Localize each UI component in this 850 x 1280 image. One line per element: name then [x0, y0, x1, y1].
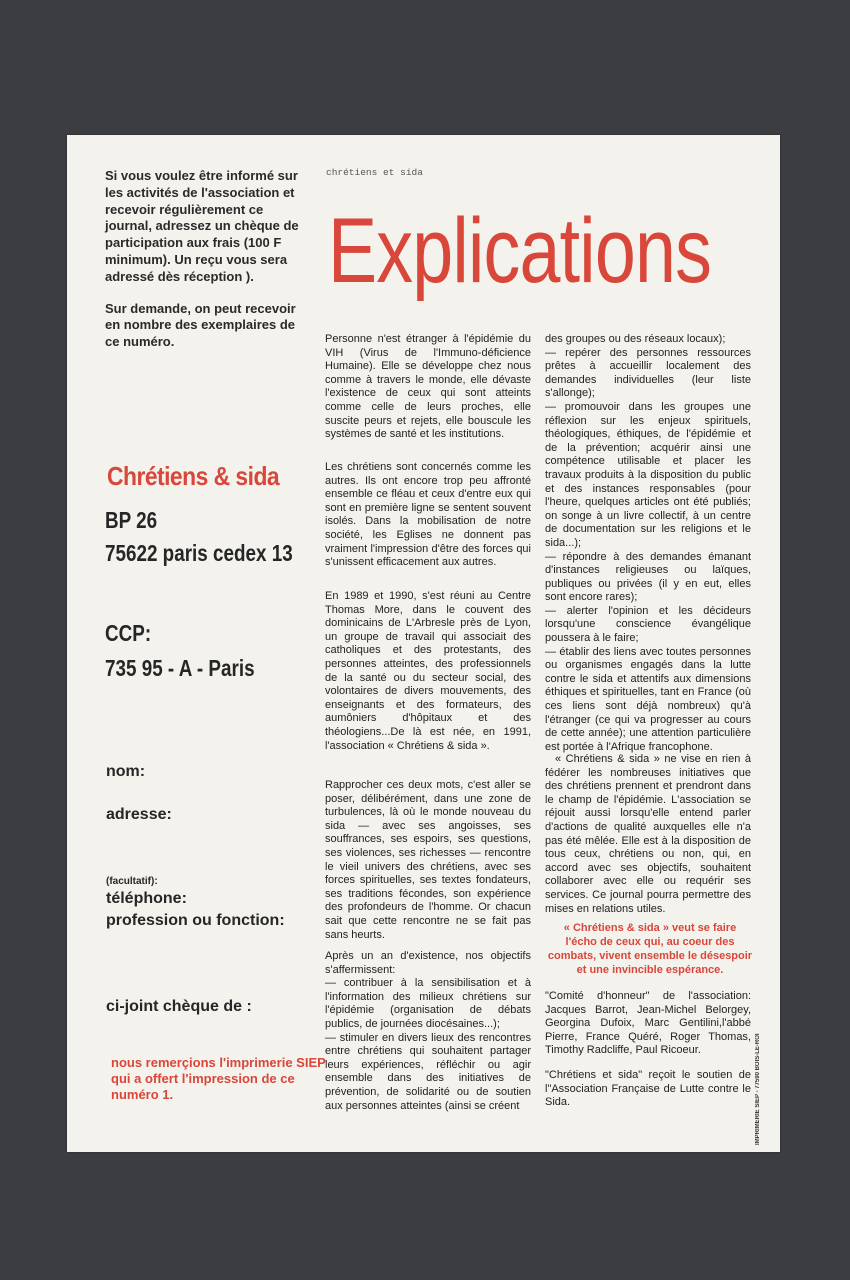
postal-city: 75622 paris cedex 13: [105, 540, 293, 566]
form-phone-label: téléphone:: [106, 890, 187, 907]
paragraph: "Comité d'honneur" de l'association: Jacques Barrot, Jean-Michel Belorgey, Georgina Dufoix, Marc Gentilini,l'abbé Pierre, France Quéré, Roger Thomas, Timothy Radcliffe, Paul Ricoeur.: [545, 990, 751, 1057]
page-title: Explications: [328, 200, 712, 302]
form-address-label: adresse:: [106, 806, 172, 823]
form-name-label: nom:: [106, 763, 146, 780]
paragraph: — alerter l'opinion et les décideurs lorsqu'une conscience évangélique poussera à le faire;: [545, 604, 751, 645]
bulk-copies-text: Sur demande, on peut recevoir en nombre des exemplaires de ce numéro.: [105, 300, 296, 350]
printer-thanks: nous remerçions l'imprimerie SIEP qui a offert l'impression de ce numéro 1.: [111, 1055, 326, 1102]
article-column-1c: [325, 590, 531, 753]
paragraph: « Chrétiens & sida » ne vise en rien à fédérer les nombreuses initiatives que des chrétiens prennent et prendront dans le champ de l'épidémie. L'association se réjouit aussi lorsqu'elle entend parler d'actions de qualité auxquelles elle n'a pas été mêlée. Elle est à la disposition de tous ceux, chrétiens ou non, qui, en accord avec ses objectifs, souhaitent collaborer avec elle ou requérir ses services. Ce journal pourra permettre des mises en relations utiles.: [545, 753, 751, 915]
paragraph: — repérer des personnes ressources prêtes à accueillir localement des demandes individuelles (leur liste s'allonge);: [545, 346, 751, 400]
ccp-label: CCP:: [105, 620, 152, 646]
pull-quote: « Chrétiens & sida » veut se faire l'écho de ceux qui, au coeur des combats, vivent ensemble le désespoir et une invincible espérance.: [547, 922, 753, 976]
article-column-2b: [545, 753, 751, 916]
article-column-1d: [325, 779, 531, 942]
paragraph: "Chrétiens et sida" reçoit le soutien de l"Association Française de Lutte contre le Sida.: [545, 1069, 751, 1109]
postal-box: BP 26: [105, 507, 158, 533]
form-profession-label: profession ou fonction:: [106, 912, 285, 929]
paragraph: Les chrétiens sont concernés comme les autres. Ils ont encore trop peu affronté ensemble ce fléau et ceux d'entre eux qui sont en première ligne se sentent souvent isolés. Dans la mobilisation de notre société, les Eglises ne donnent pas vraiment l'impression d'être des forces qui s'unissent efficacement aux autres.: [325, 461, 531, 569]
section-kicker: chrétiens et sida: [326, 167, 423, 178]
article-column-1: [325, 333, 531, 442]
paragraph: Rapprocher ces deux mots, c'est aller se poser, délibérément, dans une zone de turbulences, là où le monde nouveau du sida — avec ses angoisses, ses souffrances, ses espoirs, ses questions, ses violences, ses richesses — rencontre le vieil univers des chrétiens, avec ses forces spirituelles, ses textes fondateurs, ses traditions fécondes, son expérience des profondeurs de l'homme. Or chacun sait que cette rencontre ne se fait pas sans heurts.: [325, 779, 531, 941]
form-cheque-label: ci-joint chèque de :: [106, 998, 252, 1015]
paragraph: — répondre à des demandes émanant d'instances religieuses ou laïques, publiques ou privées (il y en eut, elles sont encore rares);: [545, 550, 751, 604]
document-page: [67, 135, 780, 1152]
subscription-info: [105, 168, 305, 366]
ccp-number: 735 95 - A - Paris: [105, 655, 255, 681]
paragraph: Personne n'est étranger à l'épidémie du VIH (Virus de l'Immuno-déficience Humaine). Elle se développe chez nous comme à travers le monde, elle dévaste l'existence de ceux qui sont atteints comme celle de leurs proches, elle suscite peurs et rejets, elle bouscule les systèmes de santé et les institutions.: [325, 333, 531, 441]
article-column-1e: [325, 950, 531, 1113]
printer-imprint: IMPRIMERIE SIEP - 77590 BOIS-LE-ROI: [755, 1033, 761, 1145]
paragraph: — établir des liens avec toutes personnes ou organismes engagés dans la lutte contre le sida et attentifs aux dimensions éthiques et spirituelles, tant en France (où ces liens sont déjà nombreux) qu'à l'étranger (ce qui va progresser au cours de cette année); une attention particulière est portée à l'Afrique francophone.: [545, 645, 751, 753]
paragraph: des groupes ou des réseaux locaux);: [545, 333, 726, 345]
paragraph: — promouvoir dans les groupes une réflexion sur les enjeux spirituels, théologiques, éthiques, de l'épidémie et de la prévention; acquérir ainsi une compétence utilisable et placer les travaux produits à la disposition du public et des instances responsables (pour l'heure, quelques articles ont été publiés; on songe à un livre collectif, à un centre de documentation sur les religions et le sida...);: [545, 400, 751, 549]
form-optional-label: (facultatif):: [106, 876, 158, 887]
association-name: Chrétiens & sida: [107, 461, 280, 491]
paragraph: En 1989 et 1990, s'est réuni au Centre Thomas More, dans le couvent des dominicains de L'Arbresle près de Lyon, un groupe de travail qui associait des catholiques et des protestants, des personnes atteintes, des professionnels de la santé ou du secteur social, des volontaires de divers mouvements, des enseignants et des formateurs, des aumôniers d'hôpitaux et des théologiens...De là est née, en 1991, l'association « Chrétiens & sida ».: [325, 590, 531, 752]
paragraph: Après un an d'existence, nos objectifs s'affermissent:: [325, 950, 531, 976]
support-note: [545, 1069, 751, 1110]
article-column-2: [545, 333, 751, 754]
paragraph: — stimuler en divers lieux des rencontres entre chrétiens qui souhaitent partager leurs expériences, réfléchir ou agir ensemble dans des initiatives de prévention, de solidarité ou de soutien aux personnes atteintes (ainsi se créent: [325, 1031, 531, 1112]
paragraph: — contribuer à la sensibilisation et à l'information des milieux chrétiens sur l'épidémie (organisation de débats publics, de journées diocésaines...);: [325, 977, 531, 1030]
honor-committee: [545, 990, 751, 1058]
article-column-1b: [325, 461, 531, 570]
subscription-text: Si vous voulez être informé sur les activités de l'association et recevoir régulièrement ce journal, adressez un chèque de participation aux frais (100 F minimum). Un reçu vous sera adressé dès réception ).: [105, 168, 299, 284]
